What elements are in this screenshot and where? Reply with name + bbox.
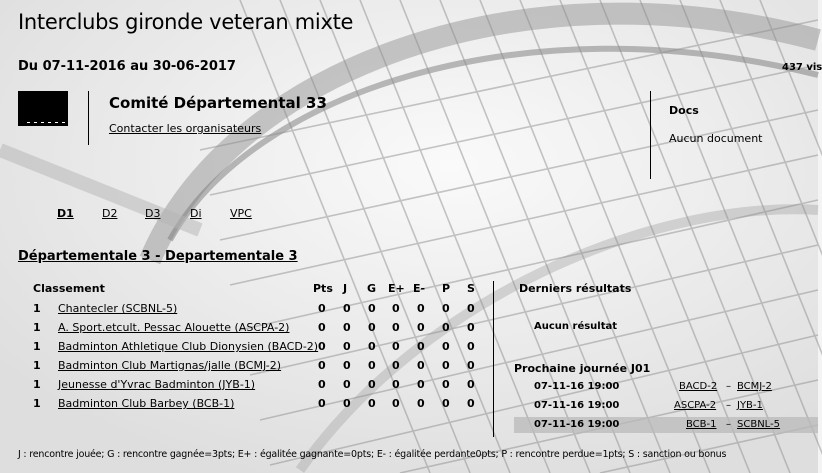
match-home-team-link[interactable]: ASCPA-2	[674, 400, 717, 411]
value-pts: 0	[318, 397, 326, 410]
divider	[650, 91, 651, 179]
value-pts: 0	[318, 321, 326, 334]
value-e-plus: 0	[392, 397, 400, 410]
value-p: 0	[442, 321, 450, 334]
rank: 1	[33, 321, 41, 334]
value-j: 0	[343, 302, 351, 315]
value-g: 0	[368, 302, 376, 315]
column-header-j: J	[343, 282, 348, 295]
value-s: 0	[467, 340, 475, 353]
column-header-p: P	[442, 282, 451, 295]
value-p: 0	[442, 340, 450, 353]
value-p: 0	[442, 378, 450, 391]
match-away-team-link[interactable]: JYB-1	[737, 400, 763, 411]
rank: 1	[33, 359, 41, 372]
match-time: 07-11-16 19:00	[534, 400, 620, 411]
tab-d3[interactable]: D3	[145, 207, 161, 220]
value-g: 0	[368, 359, 376, 372]
value-e-minus: 0	[417, 321, 425, 334]
rank: 1	[33, 302, 41, 315]
team-link[interactable]: Chantecler (SCBNL-5)	[58, 302, 178, 315]
match-time: 07-11-16 19:00	[534, 419, 620, 430]
value-j: 0	[343, 359, 351, 372]
team-link[interactable]: Badminton Athletique Club Dionysien (BACD-2)	[58, 340, 319, 353]
tab-vpc[interactable]: VPC	[230, 207, 252, 220]
value-p: 0	[442, 302, 450, 315]
tab-di[interactable]: Di	[190, 207, 202, 220]
value-j: 0	[343, 378, 351, 391]
value-g: 0	[368, 340, 376, 353]
match-time: 07-11-16 19:00	[534, 381, 620, 392]
tab-d1[interactable]: D1	[57, 207, 74, 220]
match-away-team-link[interactable]: BCMJ-2	[737, 381, 772, 392]
value-e-minus: 0	[417, 340, 425, 353]
value-j: 0	[343, 340, 351, 353]
docs-empty-text: Aucun document	[669, 132, 763, 145]
match-separator: –	[726, 381, 731, 392]
column-header-g: G	[367, 282, 377, 295]
value-p: 0	[442, 397, 450, 410]
value-s: 0	[467, 321, 475, 334]
organizer-name: Comité Départemental 33	[109, 94, 327, 112]
divider	[88, 91, 89, 145]
value-s: 0	[467, 359, 475, 372]
match-away-team-link[interactable]: SCBNL-5	[737, 419, 781, 430]
rank: 1	[33, 378, 41, 391]
team-link[interactable]: Badminton Club Martignas/jalle (BCMJ-2)	[58, 359, 282, 372]
division-title: Départementale 3 - Departementale 3	[18, 249, 298, 264]
results-title: Derniers résultats	[519, 282, 632, 295]
column-header-e-minus: E-	[413, 282, 426, 295]
match-separator: –	[726, 419, 731, 430]
value-s: 0	[467, 397, 475, 410]
competition-dates: Du 07-11-2016 au 30-06-2017	[18, 59, 236, 74]
standings-legend: J : rencontre jouée; G : rencontre gagnée=3pts; E+ : égalitée gagnante=0pts; E- : égalitée perdante0pts; P : rencontre perdue=1pts; S : sanction ou bonus	[18, 449, 727, 460]
tab-d2[interactable]: D2	[102, 207, 118, 220]
visit-counter: 437 vis	[782, 62, 822, 73]
value-g: 0	[368, 321, 376, 334]
docs-title: Docs	[669, 104, 699, 117]
match-home-team-link[interactable]: BACD-2	[679, 381, 718, 392]
value-pts: 0	[318, 359, 326, 372]
team-link[interactable]: Badminton Club Barbey (BCB-1)	[58, 397, 235, 410]
value-pts: 0	[318, 378, 326, 391]
next-round-title: Prochaine journée J01	[514, 362, 651, 375]
match-separator: –	[726, 400, 731, 411]
value-e-minus: 0	[417, 302, 425, 315]
standings-title: Classement	[33, 282, 105, 295]
divider	[493, 281, 494, 437]
value-p: 0	[442, 359, 450, 372]
value-j: 0	[343, 321, 351, 334]
value-g: 0	[368, 378, 376, 391]
match-home-team-link[interactable]: BCB-1	[686, 419, 717, 430]
value-e-plus: 0	[392, 340, 400, 353]
rank: 1	[33, 340, 41, 353]
value-e-minus: 0	[417, 378, 425, 391]
value-s: 0	[467, 302, 475, 315]
value-e-plus: 0	[392, 359, 400, 372]
rank: 1	[33, 397, 41, 410]
organizer-logo	[18, 91, 68, 126]
column-header-s: S	[467, 282, 475, 295]
value-pts: 0	[318, 302, 326, 315]
value-g: 0	[368, 397, 376, 410]
page-title: Interclubs gironde veteran mixte	[18, 10, 354, 34]
value-e-minus: 0	[417, 397, 425, 410]
results-empty-text: Aucun résultat	[534, 321, 618, 332]
value-e-plus: 0	[392, 321, 400, 334]
value-e-plus: 0	[392, 302, 400, 315]
value-j: 0	[343, 397, 351, 410]
team-link[interactable]: A. Sport.etcult. Pessac Alouette (ASCPA-2)	[58, 321, 290, 334]
column-header-pts: Pts	[313, 282, 333, 295]
value-pts: 0	[318, 340, 326, 353]
value-s: 0	[467, 378, 475, 391]
contact-organizers-link[interactable]: Contacter les organisateurs	[109, 122, 262, 135]
team-link[interactable]: Jeunesse d'Yvrac Badminton (JYB-1)	[58, 378, 256, 391]
value-e-plus: 0	[392, 378, 400, 391]
column-header-e-plus: E+	[388, 282, 405, 295]
value-e-minus: 0	[417, 359, 425, 372]
